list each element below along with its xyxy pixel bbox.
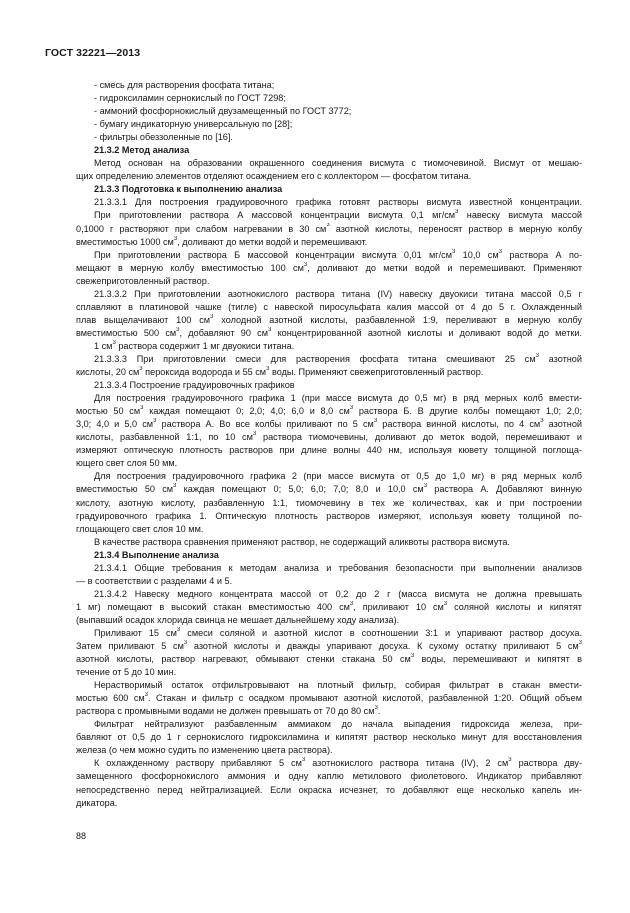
text-line: вместимостью 50 $см^3$ каждая помещают 0; 5,0; 6,0; 7,0; 8,0 и 10,0 $см^3$ раствора А. Добавляют винную [76,483,582,495]
text-line: кислоту, азотную кислоту, разбавленную 1:1, тиомочевину в тех же количествах, как и при построении [76,497,582,508]
text-line: измеряют оптическую плотность растворов при длине волны 440 нм, используя кювету толщиной поглоща- [76,445,582,456]
text-line: В качестве раствора сравнения применяют раствор, не содержащий аликвоты раствора висмута. [94,536,510,547]
text-line: - бумагу индикаторную универсальную по [28]; [94,119,293,130]
text-line: мещают в мерную колбу вместимостью 100 $см^3$, доливают до метки водой и перемешивают. Применяют [76,261,582,273]
text-line: 21.3.3.1 Для построения градуировочного графика готовят растворы висмута известной концентрации. [94,197,582,208]
text-line: - фильтры обеззоленные по [16]. [94,132,233,143]
text-line: 1 мг) помещают в высокий стакан вместимостью 400 $см^3$, приливают 10 $см^3$ соляной кислоты и кипятят [76,600,582,612]
page-number: 88 [76,831,87,841]
text-line: сплавляют в платиновой чашке (тигле) с навеской пиросульфата калия массой от 4 до 5 г. Охлажденный [76,301,582,312]
text-line: азотной кислоты, раствор нагревают, обмывают стенки стакана 50 $см^3$ воды, перемешивают и кипятят в [76,653,582,665]
text-line: Для построения градуировочного графика 2 (при массе висмута от 0,5 до 1,0 мг) в ряд мерных колб [94,471,582,482]
document-body [76,79,582,810]
text-line: 21.3.3.2 При приготовлении азотнокислого раствора титана (IV) навеску двуокиси титана массой 0,5 г [94,288,582,299]
text-line: непосредственно перед нейтрализацией. Если окраска исчезнет, то добавляют еще несколько капель ин- [76,784,582,795]
text-line: Фильтрат нейтрализуют разбавленным аммиаком до начала выпадения гидроксида железа, при- [94,719,582,730]
text-line: вместимостью 500 $см^3$, добавляют 90 $см^3$ концентрированной азотной кислоты и доливают водой до метки. [76,326,582,338]
text-line: ющего свет слоя 50 мм. [76,458,178,469]
text-line: мостью 600 $см^3$. Стакан и фильтр с осадком промывают азотной кислотой, разбавленной 1:20. Общий объем [76,692,582,704]
text-line: 21.3.3.3 При приготовлении смеси для растворения фосфата титана смешивают 25 $см^3$ азотной [94,352,582,364]
text-line: 1 $см^3$ раствора содержит 1 мг двуокиси титана. [94,339,295,351]
text-line: 21.3.3.4 Построение градуировочных графиков [94,380,295,391]
text-line: течение от 5 до 10 мин. [76,667,177,678]
text-line: 21.3.2 Метод анализа [94,145,190,156]
text-line: К охлажденному раствору прибавляют 5 $см^3$ азотнокислого раствора титана (IV), 2 $см^3$ раствора дву- [94,757,582,769]
text-line: — в соответствии с разделами 4 и 5. [76,575,233,586]
standard-header: ГОСТ 32221—2013 [45,47,141,59]
text-line: 3,0; 4,0 и 5,0 $см^3$ раствора А. Во все колбы приливают по 5 $см^3$ раствора винной кислоты, по 4 $см^3$ азотной [76,418,582,430]
text-line: градуировочного графика 1. Оптическую плотность растворов измеряют, используя кювету толщиной по- [76,510,582,521]
text-line: вместимостью 1000 $см^3$, доливают до метки водой и перемешивают. [76,235,368,247]
text-line: плав выщелачивают 100 $см^3$ холодной азотной кислоты, разбавленной 1:9, переливают в мерную колбу [76,313,582,325]
text-line: кислоты, разбавленной 1:1, по 10 $см^3$ раствора тиомочевины, доливают до меток водой, перемешивают и [76,431,582,443]
text-line: 21.3.4 Выполнение анализа [94,549,219,560]
text-line: свежеприготовленный раствор. [76,275,210,286]
text-line: Для построения градуировочного графика 1 (при массе висмута до 0,5 мг) в ряд мерных колб вмести- [94,393,582,404]
text-line: 21.3.4.2 Навеску медного концентрата массой от 0,2 до 2 г (масса висмута не должна превышать [94,588,582,599]
text-line: Метод основан на образовании окрашенного соединения висмута с тиомочевиной. Висмут от мешаю- [94,158,582,169]
text-line: - смесь для растворения фосфата титана; [94,80,275,90]
text-line: железа (о чем можно судить по изменению цвета раствора). [76,745,333,756]
text-line: мостью 50 $см^3$ каждая помещают 0; 2,0; 4,0; 6,0 и 8,0 $см^3$ раствора Б. В другие колбы помещают 1,0; 2,0; [76,405,582,417]
text-line: дикатора. [76,797,118,808]
text-line: 21.3.3 Подготовка к выполнению анализа [94,184,283,195]
text-line: При приготовлении раствора А массовой концентрации висмута 0,1 $мг/см^3$ навеску висмута массой [94,209,582,221]
text-line: - гидроксиламин сернокислый по ГОСТ 7298; [94,93,286,104]
text-line: бавляют от 0,5 до 1 г сернокислого гидроксиламина и кипятят раствор несколько минут для восстановления [76,732,582,743]
text-line: Приливают 15 $см^3$ смеси соляной и азотной кислот в соотношении 3:1 и упаривают раствор досуха. [94,626,582,638]
text-line: глощающего свет слоя 10 мм. [76,523,204,534]
text-line: При приготовлении раствора Б массовой концентрации висмута 0,01 $мг/см^3$ 10,0 $см^3$ раствора А по- [94,248,582,260]
text-line: (выпавший осадок хлорида свинца не мешает дальнейшему ходу анализа). [76,614,400,625]
text-line: раствора с промывными водами не должен превышать от 70 до 80 $см^3$. [76,705,381,717]
text-line: 0,1000 г растворяют при слабом нагревании в 30 $см^3$ азотной кислоты, переносят раствор в мерную колбу [76,222,582,234]
text-line: - аммоний фосфорнокислый двузамещенный по ГОСТ 3772; [94,106,352,117]
text-line: щих определению элементов отделяют осаждением его с коллектором — фосфатом титана. [76,171,472,182]
text-line: Затем приливают 5 $см^3$ азотной кислоты и дважды упаривают досуха. К сухому остатку приливают 5 $см^3$ [76,640,582,652]
text-line: Нерастворимый остаток отфильтровывают на плотный фильтр, собирая фильтрат в стакан вмести- [94,680,582,691]
text-line: кислоты, 20 $см^3$ пероксида водорода и 55 $см^3$ воды. Применяют свежеприготовленный раствор. [76,366,484,378]
text-line: замещенного фосфорнокислого аммония и одну каплю метилового фиолетового. Индикатор прибавляют [76,771,582,782]
text-line: 21.3.4.1 Общие требования к методам анализа и требования безопасности при выполнении анализов [94,562,582,573]
